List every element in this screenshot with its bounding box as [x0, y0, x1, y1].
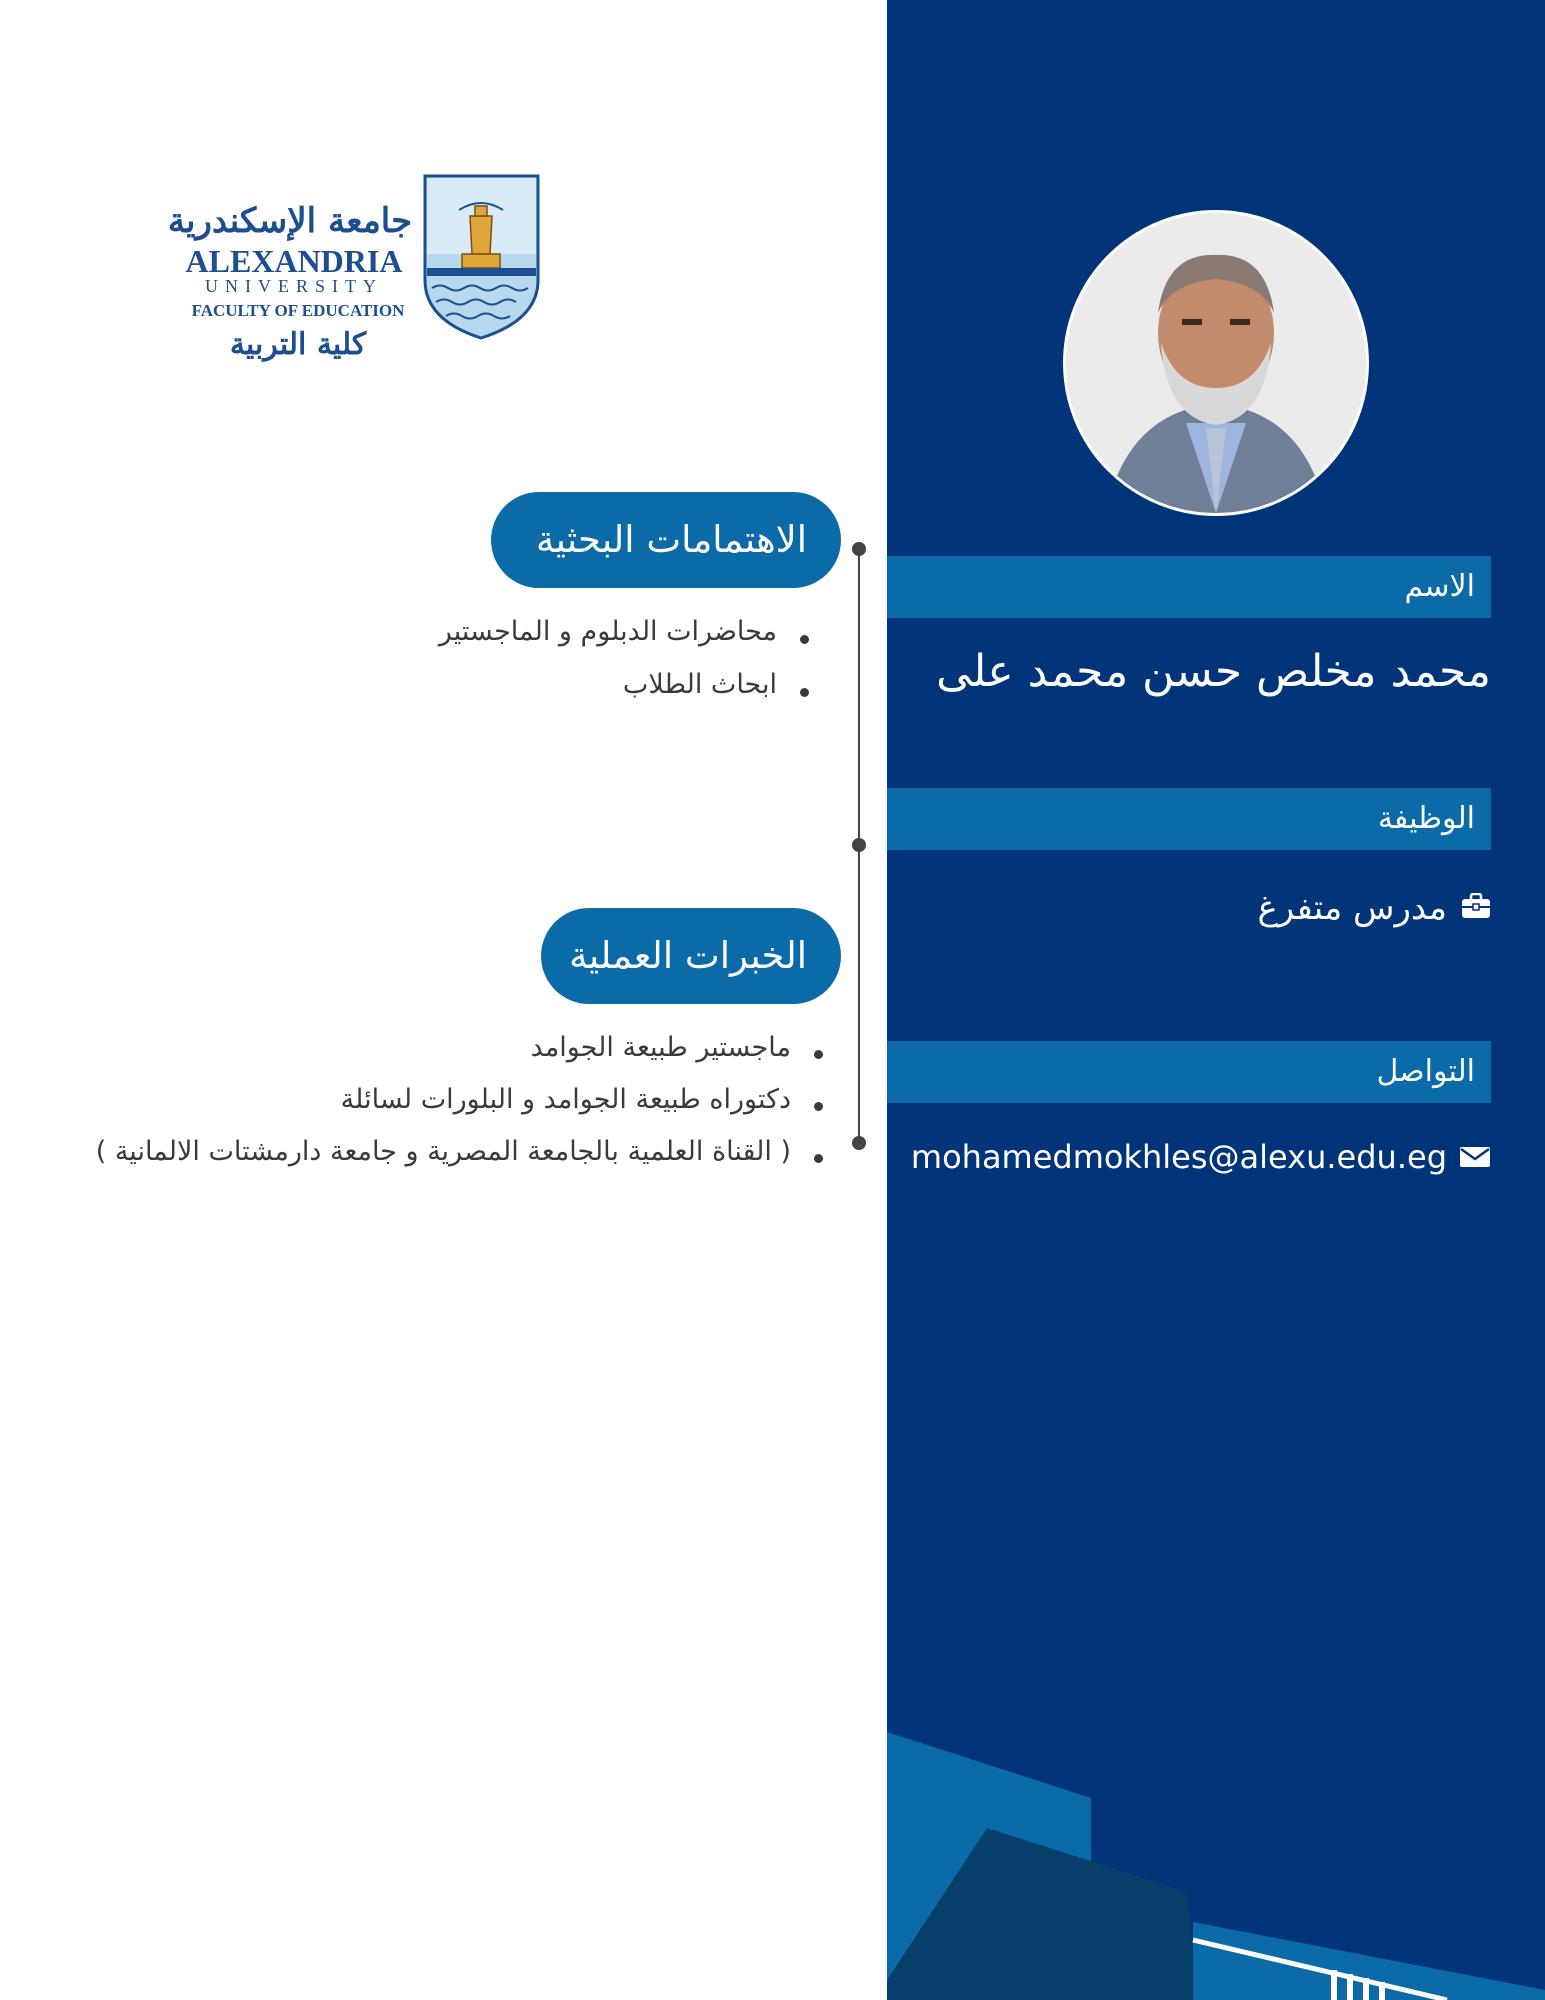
- experience-heading: الخبرات العملية: [541, 908, 841, 1004]
- timeline-dot: [852, 542, 866, 556]
- list-item: دكتوراه طبيعة الجوامد و البلورات لسائلة: [96, 1080, 791, 1132]
- university-logo: [160, 170, 545, 380]
- list-item: ( القناة العلمية بالجامعة المصرية و جامعة دارمشتات الالمانية ): [96, 1132, 791, 1184]
- lighthouse-shield-icon: [425, 176, 538, 338]
- research-interests-list: [439, 612, 777, 718]
- timeline-dot: [852, 838, 866, 852]
- logo-english-name: ALEXANDRIA: [185, 243, 403, 279]
- logo-arabic-name: جامعة الإسكندرية: [167, 201, 413, 241]
- contact-label: التواصل: [887, 1041, 1491, 1103]
- name-label: الاسم: [887, 556, 1491, 618]
- person-name: محمد مخلص حسن محمد على: [936, 646, 1491, 697]
- email-row[interactable]: [911, 1138, 1491, 1176]
- research-interests-heading: الاهتمامات البحثية: [491, 492, 841, 588]
- logo-english-sub: UNIVERSITY: [205, 276, 383, 296]
- list-item: ماجستير طبيعة الجوامد: [96, 1028, 791, 1080]
- job-title: مدرس متفرغ: [1257, 888, 1447, 928]
- timeline-dot: [852, 1136, 866, 1150]
- job-row: [1257, 888, 1491, 928]
- logo-faculty-en: FACULTY OF EDUCATION: [191, 301, 405, 320]
- job-label: الوظيفة: [887, 788, 1491, 850]
- logo-faculty-ar: كلية التربية: [229, 327, 367, 362]
- list-item: ابحاث الطلاب: [439, 665, 777, 718]
- envelope-icon: [1459, 1138, 1491, 1176]
- briefcase-icon: [1461, 888, 1491, 928]
- email-address[interactable]: mohamedmokhles@alexu.edu.eg: [910, 1138, 1447, 1176]
- profile-sidebar: [887, 0, 1545, 2000]
- list-item: محاضرات الدبلوم و الماجستير: [439, 612, 777, 665]
- experience-list: [96, 1028, 791, 1184]
- profile-photo: [1063, 210, 1369, 516]
